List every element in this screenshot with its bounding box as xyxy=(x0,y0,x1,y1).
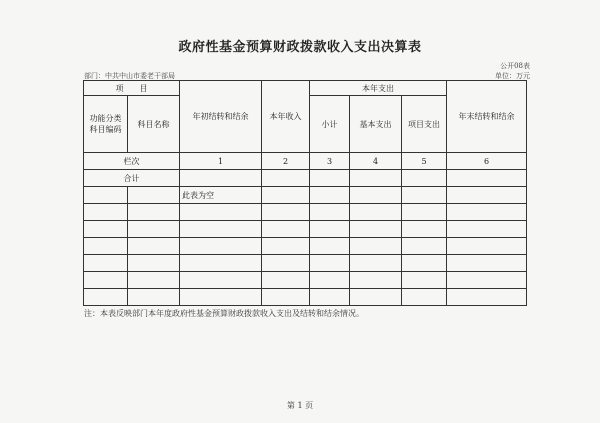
unit-label: 单位：万元 xyxy=(495,72,530,80)
column-number: 3 xyxy=(310,153,350,170)
header-opening-balance: 年初结转和结余 xyxy=(180,81,262,153)
page-number: 第 1 页 xyxy=(286,401,314,410)
header-subtotal: 小计 xyxy=(310,96,350,153)
department-label: 部门：中共中山市委老干部局 xyxy=(84,72,175,80)
column-number: 4 xyxy=(350,153,402,170)
column-number-label: 栏次 xyxy=(84,153,180,170)
total-label: 合计 xyxy=(84,170,180,187)
column-number: 1 xyxy=(180,153,262,170)
header-func-code: 功能分类科目编码 xyxy=(84,96,128,153)
empty-note: 此表为空 xyxy=(180,187,262,204)
header-project: 项目支出 xyxy=(402,96,447,153)
footnote: 注：本表反映部门本年度政府性基金预算财政拨款收入支出及结转和结余情况。 xyxy=(84,309,364,318)
column-number: 2 xyxy=(262,153,310,170)
header-income: 本年收入 xyxy=(262,81,310,153)
table-row xyxy=(84,272,527,289)
total-row xyxy=(84,170,527,187)
header-closing-balance: 年末结转和结余 xyxy=(447,81,527,153)
page-title: 政府性基金预算财政拨款收入支出决算表 xyxy=(178,40,422,55)
table-row xyxy=(84,187,527,204)
header-expenditure: 本年支出 xyxy=(310,81,447,96)
budget-table xyxy=(83,80,527,306)
column-number-row xyxy=(84,153,527,170)
header-item: 项 目 xyxy=(84,81,180,96)
form-code: 公开08表 xyxy=(500,62,530,70)
table-row xyxy=(84,204,527,221)
table-row xyxy=(84,238,527,255)
header-basic: 基本支出 xyxy=(350,96,402,153)
column-number: 5 xyxy=(402,153,447,170)
table-row xyxy=(84,255,527,272)
table-row xyxy=(84,289,527,306)
table-row xyxy=(84,221,527,238)
column-number: 6 xyxy=(447,153,527,170)
header-subject-name: 科目名称 xyxy=(128,96,180,153)
